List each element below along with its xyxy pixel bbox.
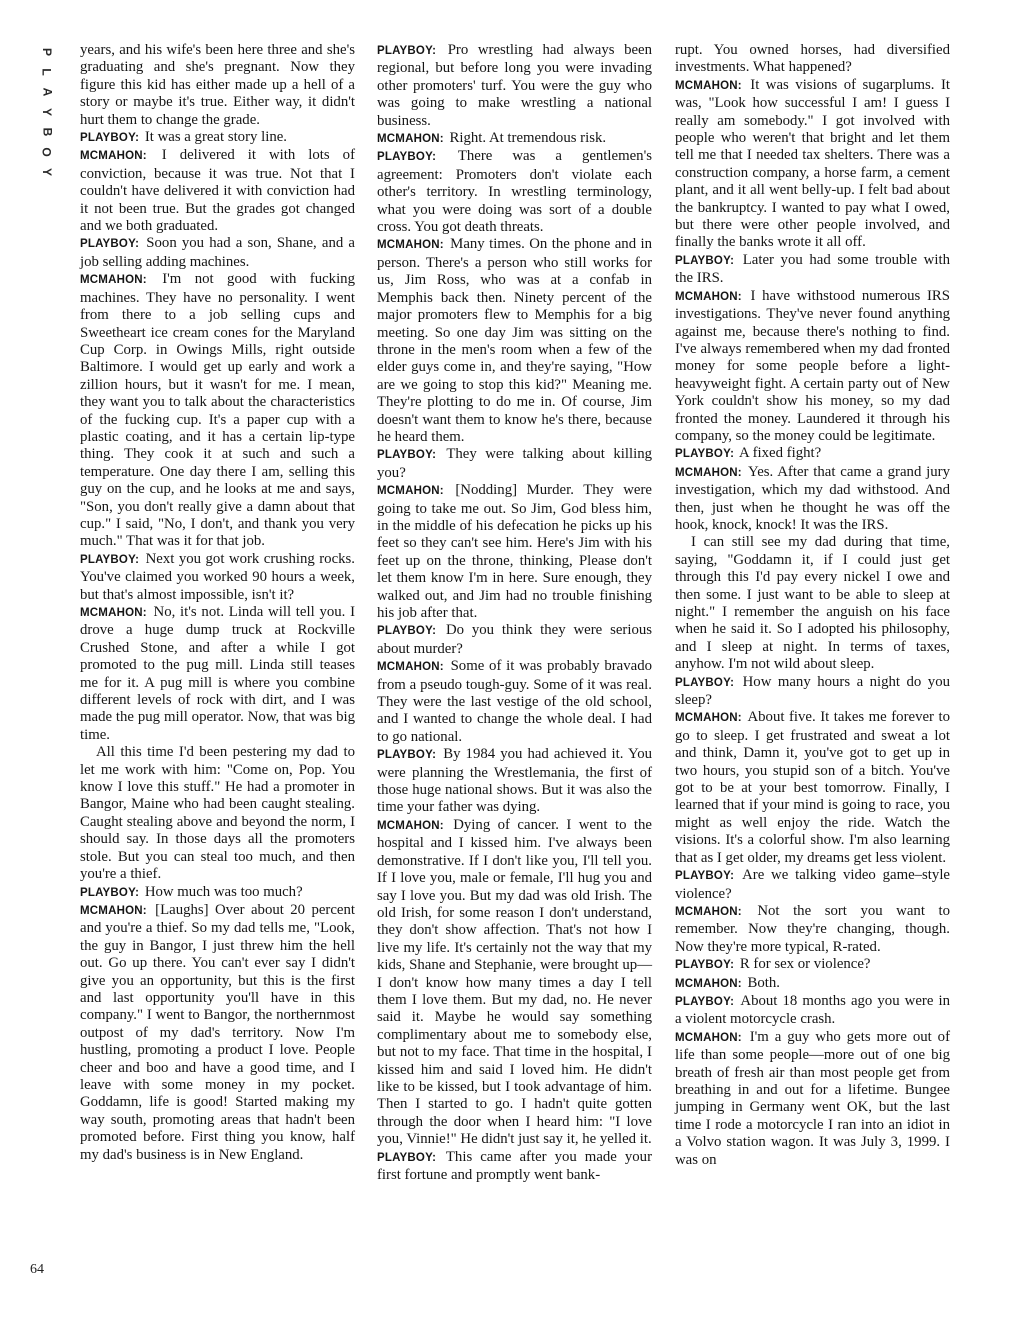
paragraph-text: I delivered it with lots of conviction, because it was true. Not that I couldn't have delivered it with conviction had it not been true. But the grades got changed and we both graduated. xyxy=(80,147,355,235)
paragraph-text: I'm not good with fucking machines. They have no personality. I went from there to a job selling cups and Sweetheart ice cream cones for the Maryland Cup Corp. in Owings Mills, right outside Baltimore. I would get up early and work a zillion hours, but it wasn't for me. I mean, they want you to talk about the characteristics of the fucking cup. It's a paper cup with a plastic coating, and it has a certain lip-type thing. They cook it at such and such a temperature. One day there I am, selling this guy on the cup, and he looks at me and says, "Son, you don't really give a damn about that cup." I said, "No, I don't, and thank you very much." That was it for that job. xyxy=(80,271,355,550)
speaker-label: PLAYBOY: xyxy=(377,45,437,57)
paragraph xyxy=(377,42,652,130)
paragraph-text: How much was too much? xyxy=(144,883,303,900)
paragraph xyxy=(377,746,652,817)
paragraph-text: Soon you had a son, Shane, and a job selling adding machines. xyxy=(80,235,356,270)
paragraph xyxy=(675,709,950,867)
paragraph xyxy=(377,658,652,746)
text-column-3 xyxy=(675,42,950,1169)
speaker-label: MCMAHON: xyxy=(377,239,444,252)
speaker-label: MCMAHON: xyxy=(675,290,742,303)
page-number: 64 xyxy=(30,1262,44,1277)
running-head-letter: O xyxy=(40,147,54,157)
paragraph xyxy=(675,993,950,1029)
paragraph-text: Later you had some trouble with the IRS. xyxy=(675,251,950,287)
running-head-letter: A xyxy=(39,87,54,97)
speaker-label: PLAYBOY: xyxy=(377,449,437,462)
paragraph-text: Many times. On the phone and in person. There's a person who still works for us, Jim Ross, who was at a confab in Memphis back then. Ninety percent of the major promoters flew to Memphis for a big meeting. So one day Jim was sitting on the throne in the men's room when a few of the elder guys come in, and they're saying, "How are we going to stop this kid?" Meaning me. They're plotting to do me in. Of course, Jim doesn't want them to know he's there, because he heard them. xyxy=(377,236,653,445)
paragraph-text: A fixed fight? xyxy=(739,445,822,462)
speaker-label: PLAYBOY: xyxy=(377,151,437,164)
paragraph xyxy=(377,817,652,1149)
paragraph-text: I'm a guy who gets more out of life than some people—more out of one big breath of fresh air than most people get from breathing in and out for a lifetime. Bungee jumping in Germany went OK, but the last time I rode a motorcycle I ran into an idiot in a Volvo station wagon. It was July 3, 1999. I was on xyxy=(675,1028,951,1168)
speaker-label: PLAYBOY: xyxy=(377,749,437,762)
paragraph xyxy=(377,482,652,622)
paragraph-text: This came after you made your first fortune and promptly went bank- xyxy=(377,1148,652,1183)
paragraph xyxy=(80,604,355,744)
running-head-letter: Y xyxy=(39,167,54,177)
paragraph-text: About five. It takes me forever to go to sleep. I get frustrated and sweat a lot and think, Damn it, you've got to get up in two hours, you stupid son of a bitch. You've got to be at your best tomorrow. Finally, I learned that if your mind is going to race, you might as well enjoy the ride. Watch the visions. It's a colorful show. I'm also learning that as I get older, my dreams get less violent. xyxy=(675,709,950,866)
paragraph xyxy=(675,77,950,252)
speaker-label: MCMAHON: xyxy=(80,274,147,287)
paragraph-text: No, it's not. Linda will tell you. I drove a huge dump truck at Rockville Crushed Stone, and after a while I got promoted to the pug mill. Linda still teases me for it. A pug mill is where you combine different levels of rock with dirt, and I was made the pug mill operator. Now, that was big time. xyxy=(80,604,356,743)
paragraph xyxy=(675,445,950,463)
text-column-1 xyxy=(80,42,355,1164)
paragraph-text: There was a gentlemen's agreement: Promoters don't violate each other's territory. In wrestling terminology, what you were doing was sort of a double cross. You got death threats. xyxy=(377,148,652,236)
paragraph-text: Both. xyxy=(747,974,780,991)
speaker-label: PLAYBOY: xyxy=(80,238,140,251)
speaker-label: MCMAHON: xyxy=(377,819,444,832)
speaker-label: MCMAHON: xyxy=(377,661,444,674)
paragraph-text: About 18 months ago you were in a violent motorcycle crash. xyxy=(675,992,950,1028)
speaker-label: MCMAHON: xyxy=(80,904,147,917)
paragraph-text: Do you think they were serious about murder? xyxy=(377,622,652,657)
paragraph-text: years, and his wife's been here three and she's graduating and she's pregnant. Now they figure this kid has either made up a hell of a story or maybe it's true. Either way, it didn't hurt them to change the grade. xyxy=(80,42,355,128)
speaker-label: MCMAHON: xyxy=(675,79,742,92)
speaker-label: MCMAHON: xyxy=(675,1031,742,1044)
paragraph xyxy=(80,744,355,883)
paragraph xyxy=(377,130,652,148)
paragraph xyxy=(80,147,355,235)
speaker-label: MCMAHON: xyxy=(675,905,742,918)
speaker-label: MCMAHON: xyxy=(675,466,742,479)
running-head-letter: Y xyxy=(39,107,54,117)
paragraph-text: I have withstood numerous IRS investigations. They've never found anything against me, because there's nothing to find. I've always remembered when my dad fronted money for some people before a light-heavyweight fight. A certain party out of New York couldn't show his money, so my dad fronted the money. Laundered it through his company, so the money could be legitimate. xyxy=(675,287,950,444)
speaker-label: PLAYBOY: xyxy=(675,448,735,461)
speaker-label: PLAYBOY: xyxy=(377,1151,437,1164)
speaker-label: PLAYBOY: xyxy=(675,676,735,689)
paragraph xyxy=(377,236,652,446)
speaker-label: PLAYBOY: xyxy=(80,553,140,566)
paragraph-text: rupt. You owned horses, had diversified investments. What happened? xyxy=(675,42,950,76)
paragraph-text: Next you got work crushing rocks. You've claimed you worked 90 hours a week, but that's almost impossible, isn't it? xyxy=(80,550,355,603)
running-head-letter: B xyxy=(39,127,54,137)
paragraph xyxy=(80,902,355,1164)
paragraph-text: Pro wrestling had always been regional, but before long you were invading other promoters' turf. You were the guy who was going to make wrestling a national business. xyxy=(377,42,652,129)
paragraph-text: It was visions of sugarplums. It was, "Look how successful I am! I guess I really am somebody." I got involved with people who weren't that bright and let them tell me that I needed tax shelters. There was a construction company, a horse farm, a cement plant, and it all went belly-up. I felt bad about the bankruptcy. I wanted to pay what I owed, but there were other people involved, and finally the banks wrote it all off. xyxy=(675,76,950,251)
speaker-label: MCMAHON: xyxy=(80,607,147,619)
paragraph xyxy=(675,956,950,974)
paragraph xyxy=(675,534,950,673)
speaker-label: PLAYBOY: xyxy=(80,132,140,145)
paragraph xyxy=(675,674,950,710)
paragraph-text: Not the sort you want to remember. Now they're changing, though. Now they're more typical, R-rated. xyxy=(675,902,951,955)
speaker-label: MCMAHON: xyxy=(377,485,444,498)
paragraph xyxy=(675,288,950,446)
paragraph xyxy=(377,446,652,482)
paragraph-text: They were talking about killing you? xyxy=(377,446,653,481)
text-column-2 xyxy=(377,42,652,1184)
paragraph-text: [Laughs] Over about 20 percent and you're a thief. So my dad tells me, "Look, the guy in Bangor, I just threw him the hell out. Go up there. You can't ever say I didn't give you an opportunity, but this is the first and last opportunity you'll have in this company." I went to Bangor, the northernmost outpost of my dad's territory. Now I'm hustling, promoting a product I love. People cheer and boo and have a good time, and I leave with some money in my pocket. Goddamn, life is good! Started making my way south, promoting areas that hadn't been promoted before. First thing you know, half my dad's business is in New England. xyxy=(80,901,355,1163)
speaker-label: PLAYBOY: xyxy=(675,254,735,267)
paragraph-text: By 1984 you had achieved it. You were planning the Wrestlemania, the first of those huge national shows. But it was also the time your father was dying. xyxy=(377,746,652,816)
speaker-label: MCMAHON: xyxy=(675,712,742,725)
speaker-label: PLAYBOY: xyxy=(675,995,735,1008)
speaker-label: PLAYBOY: xyxy=(675,959,735,972)
paragraph-text: Some of it was probably bravado from a pseudo tough-guy. Some of it was real. They were the last vestige of the old school, and I wanted to change the whole deal. I had to go national. xyxy=(377,658,653,745)
speaker-label: MCMAHON: xyxy=(80,150,147,163)
paragraph-text: Yes. After that came a grand jury investigation, which my dad withstood. And then, just when he thought he was off the hook, knock, knock! It was the IRS. xyxy=(675,463,950,533)
paragraph-text: R for sex or violence? xyxy=(739,956,871,973)
running-head-letter: P xyxy=(39,47,54,57)
paragraph-text: Right. At tremendous risk. xyxy=(449,130,607,147)
paragraph-text: I can still see my dad during that time, saying, "Goddamn it, if I could just get through this I'd pay every nickel I owe and then some. I just want to be able to sleep at night." I remember the anguish on his face when he said it. So I adopted his philosophy, and I sleep at night. In terms of taxes, anyhow. I'm not wild about sleep. xyxy=(675,534,950,673)
paragraph xyxy=(675,1029,950,1169)
speaker-label: PLAYBOY: xyxy=(80,886,140,899)
paragraph xyxy=(80,551,355,604)
paragraph xyxy=(377,1149,652,1185)
paragraph xyxy=(80,235,355,271)
paragraph-text: [Nodding] Murder. They were going to take me out. So Jim, God bless him, in the middle of his defecation he picks up his feet so they can't see him. Here's Jim with his feet up on the throne, thinking, Please don't let them know I'm in here. Sure enough, they walked out, and Jim had no trouble finishing his job after that. xyxy=(377,482,652,621)
paragraph xyxy=(675,464,950,535)
paragraph xyxy=(80,129,355,147)
paragraph xyxy=(675,867,950,903)
paragraph-text: It was a great story line. xyxy=(144,129,287,146)
paragraph-text: How many hours a night do you sleep? xyxy=(675,673,950,709)
paragraph-text: Dying of cancer. I went to the hospital and I kissed him. I've always been demonstrative. If I don't like you, I'll tell you. If I love you, male or female, I'll hug you and say I love you. But my dad was old Irish. The old Irish, for some reason I don't understand, they don't show affection. That's not how I live my life. It's certainly not the way that my kids, Shane and Stephanie, were brought up—I don't know how many times a day I tell them I love them. But my dad, no. He never said it. Maybe he would say something complimentary about me to somebody else, but not to my face. That time in the hospital, I kissed him and said I loved him. He didn't like to be kissed, but I took advantage of him. Then I started to go. I hadn't quite gotten through the door when I heard him: "I love you, Vinnie!" He didn't just say it, he yelled it. xyxy=(377,816,652,1148)
paragraph xyxy=(377,148,652,236)
paragraph xyxy=(80,884,355,902)
paragraph-text: Are we talking video game–style violence? xyxy=(675,867,950,902)
paragraph xyxy=(675,252,950,288)
paragraph xyxy=(675,975,950,993)
paragraph xyxy=(80,271,355,551)
paragraph xyxy=(80,42,355,129)
speaker-label: MCMAHON: xyxy=(675,977,742,990)
paragraph xyxy=(675,42,950,77)
paragraph xyxy=(675,903,950,956)
speaker-label: PLAYBOY: xyxy=(675,870,735,883)
speaker-label: PLAYBOY: xyxy=(377,625,437,638)
paragraph xyxy=(377,622,652,658)
paragraph-text: All this time I'd been pestering my dad to let me work with him: "Come on, Pop. You know I love this stuff." He had a promoter in Bangor, Maine who had been caught stealing. Caught stealing above and beyond the norm, I should say. In those days all the promoters stole. But you can steal too much, and then you're a thief. xyxy=(80,744,355,883)
speaker-label: MCMAHON: xyxy=(377,133,444,146)
running-head-letter: L xyxy=(40,68,54,76)
running-head xyxy=(34,42,54,182)
